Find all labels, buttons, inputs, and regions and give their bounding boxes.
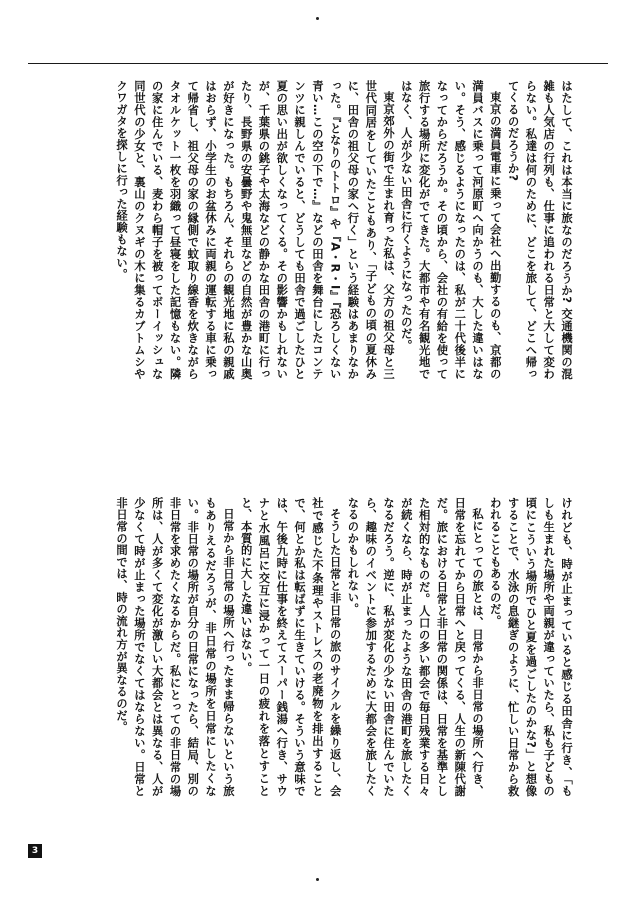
upper-paragraph-1: はたして、これは本当に旅なのだろうか? 交通機関の混雑も人気店の行列も、仕事に追われる日常と大して変わらない。私達は何のために、どこを旅して、どこへ帰ってくるのだろうか? <box>506 80 573 380</box>
upper-paragraph-2: 東京の満員電車に乗って会社へ出勤するのも、京都の満員バスに乗って河原町へ向かうのも、大した違いはない。そう、感じるようになったのは、私が二十代後半になってからだろうか。その頃から、会社の有給を使って旅行する場所に変化がでてきた。大都市や有名観光地ではなく、人が少ない田舎に行くようになったのだ。 <box>399 80 502 380</box>
lower-paragraph-1: けれども、時が止まっていると感じる田舎に行き、「もしも生まれた場所や両親が違っていたら、私も子どもの頃にこういう場所でひと夏を過ごしたのかな?」と想像することで、水泳の息継ぎのように、忙しい日常から救われることもあるのだ。 <box>488 497 573 797</box>
crop-mark-bottom <box>316 878 319 881</box>
header-rule <box>28 63 608 64</box>
text-column-upper <box>85 80 575 380</box>
lower-paragraph-4: 日常から非日常の場所へ行ったまま帰らないという旅もありえるだろうが、非日常の場所を日常にしたくない。非日常の場所が自分の日常になったら、結局、別の非日常を求めたくなるからだ。私にとっての非日常の場所は、人が多くて変化が激しい大都会とは異なる、人が少なくて時が止まった場所でなくてはならない。日常と非日常の間では、時の流れ方が異なるのだ。 <box>115 497 235 797</box>
crop-mark-top <box>316 17 319 20</box>
lower-paragraph-2: 私にとっての旅とは、日常から非日常の場所へ行き、日常を忘れてから日常へと戻ってくる、人生の新陳代謝だ。旅における日常と非日常の関係は、日常を基準とした相対的なものだ。人口の多い都会で毎日残業する日々が続くなら、時が止まったような田舎の港町を旅したくなるだろう。逆に、私が変化の少ない田舎に住んでいたら、趣味のイベントに参加するために大都会を旅したくなるのかもしれない。 <box>346 497 485 797</box>
lower-paragraph-3: そうした日常と非日常の旅のサイクルを繰り返し、会社で感じた不条理やストレスの老廃物を排出することで、何とか私は転ばずに生きていける。そういう意味では、午後九時に仕事を終えてスーパー銭湯へ行き、サウナと水風呂に交互に浸かって一日の疲れを落とすことと、本質的に大した違いはない。 <box>239 497 342 797</box>
text-column-lower <box>85 497 575 797</box>
upper-paragraph-3: 東京郊外の街で生まれ育った私は、父方の祖父母と三世代同居をしていたこともあり、「子どもの頃の夏休みに、田舎の祖父母の家へ行く」という経験はあまりなかった。『となりのトトロ』や『A・R・I』『恐ろしくない青い…この空の下で…』などの田舎を舞台にしたコンテンツに親しんでいると、どうしても田舎で過ごしたひと夏の思い出が欲しくなってくる。その影響かもしれないが、千葉県の銚子や太海などの静かな田舎の港町に行ったり、長野県の安曇野や鬼無里などの自然が豊かな山奥が好きになった。もちろん、それらの観光地に私の親戚はおらず、小学生のお盆休みに両親の運転する車に乗って帰省し、祖父母の家の縁側で蚊取り線香を炊きながらタオルケット一枚を羽織って昼寝をした記憶もない。隣の家に住んでいる、麦わら帽子を被ってボーイッシュな同世代の少女と、裏山のクヌギの木に集るカブトムシやクワガタを探しに行った経験もない。 <box>115 80 396 380</box>
page-number-badge: 3 <box>28 844 42 858</box>
